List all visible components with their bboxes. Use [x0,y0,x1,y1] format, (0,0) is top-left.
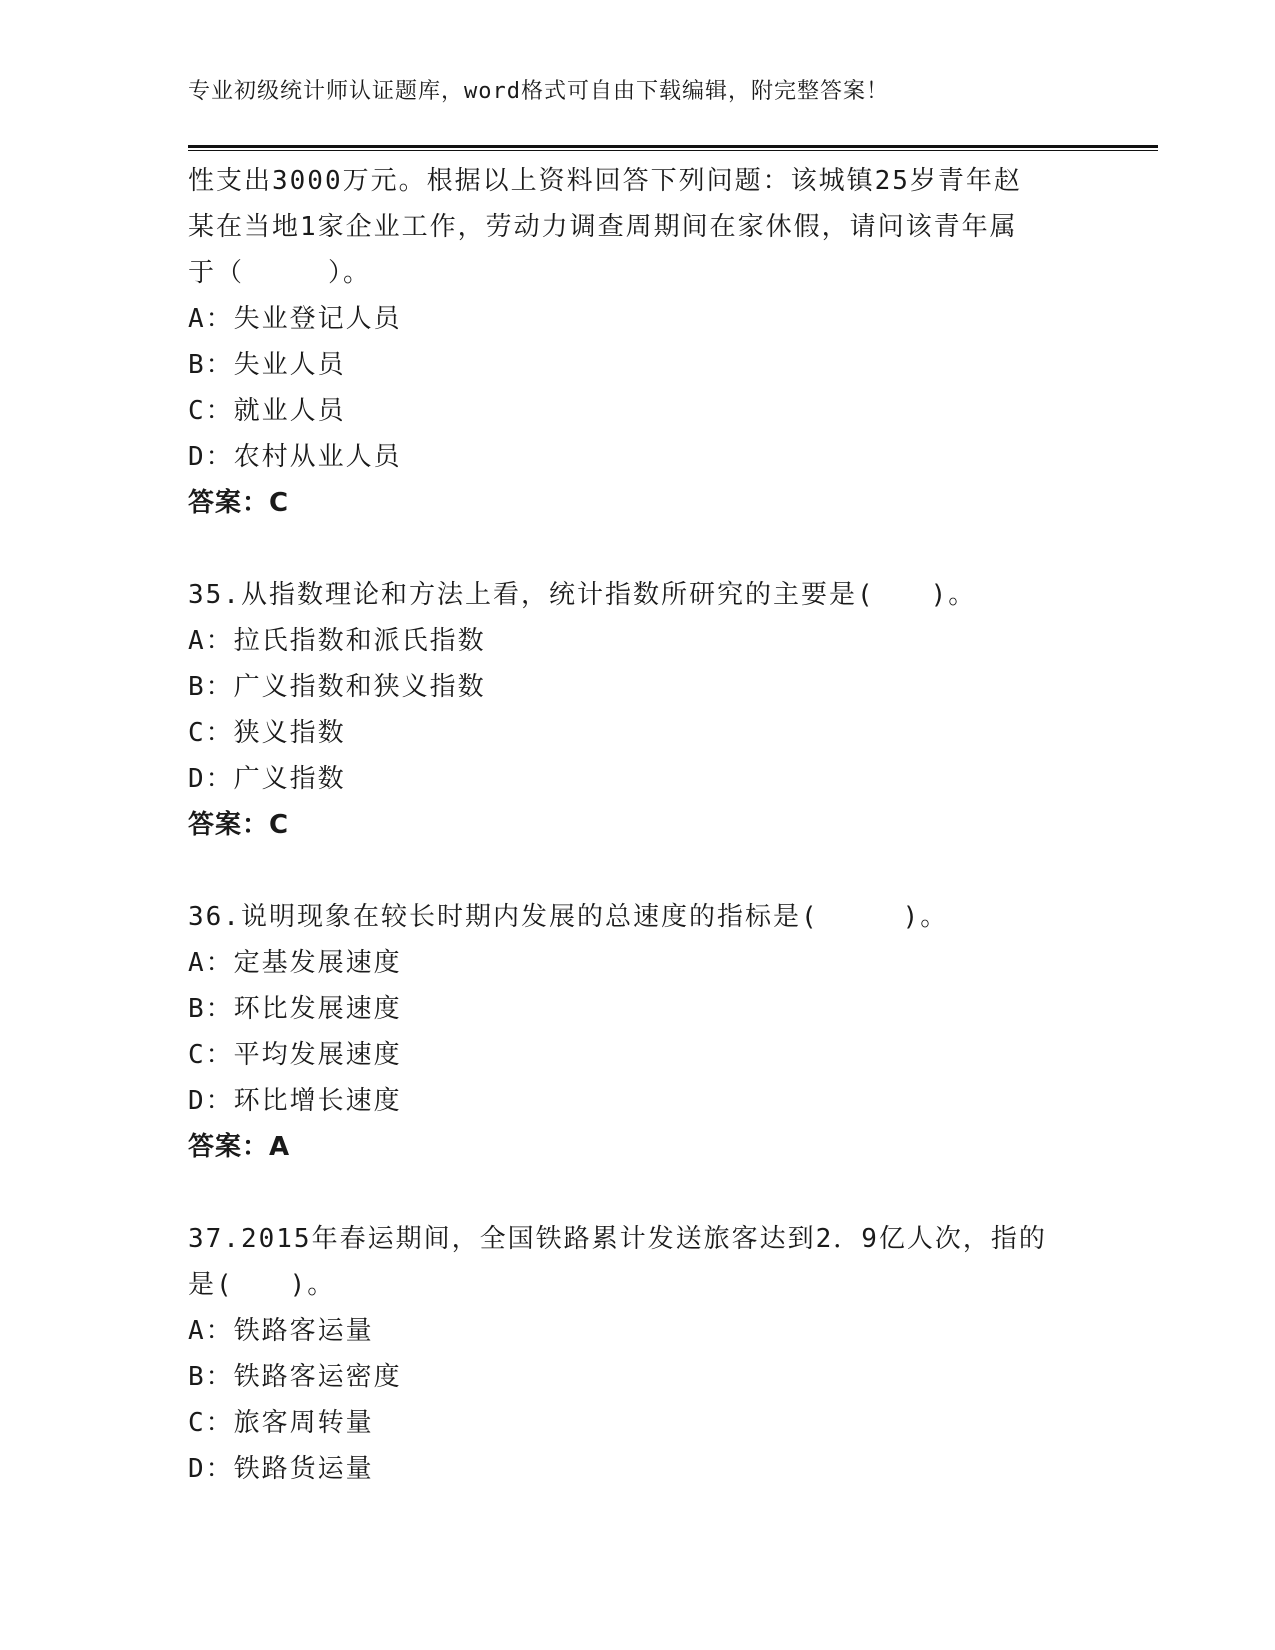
option-c: C：狭义指数 [188,718,346,748]
option-c: C：平均发展速度 [188,1040,402,1070]
option-c: C：就业人员 [188,396,346,426]
spacer [188,1170,1088,1216]
option-a: A：铁路客运量 [188,1316,374,1346]
question-36 [188,894,1088,1170]
option-d: D：农村从业人员 [188,442,402,472]
spacer [188,526,1088,572]
question-stem-line: 36.说明现象在较长时期内发展的总速度的指标是( )。 [188,902,949,932]
answer-label: 答案：C [188,810,290,840]
question-35 [188,572,1088,848]
option-b: B：广义指数和狭义指数 [188,672,486,702]
answer-label: 答案：C [188,488,290,518]
option-d: D：环比增长速度 [188,1086,402,1116]
option-d: D：铁路货运量 [188,1454,374,1484]
option-a: A：失业登记人员 [188,304,402,334]
option-d: D：广义指数 [188,764,346,794]
question-34 [188,158,1088,526]
spacer [188,848,1088,894]
question-stem-line: 于（ ）。 [188,258,372,288]
option-b: B：铁路客运密度 [188,1362,402,1392]
option-c: C：旅客周转量 [188,1408,374,1438]
question-stem-line: 37.2015年春运期间，全国铁路累计发送旅客达到2．9亿人次，指的 [188,1224,1047,1254]
option-a: A：定基发展速度 [188,948,402,978]
question-content [188,158,1088,1492]
answer-label: 答案：A [188,1132,291,1162]
option-a: A：拉氏指数和派氏指数 [188,626,486,656]
question-stem-line: 35.从指数理论和方法上看，统计指数所研究的主要是( )。 [188,580,977,610]
question-stem-line: 某在当地1家企业工作，劳动力调查周期间在家休假，请问该青年属 [188,212,1018,242]
page-header: 专业初级统计师认证题库，word格式可自由下载编辑，附完整答案！ [188,79,889,104]
header-rule-thin [188,150,1158,151]
header-rule-thick [188,145,1158,148]
option-b: B：失业人员 [188,350,346,380]
option-b: B：环比发展速度 [188,994,402,1024]
question-37 [188,1216,1088,1492]
question-stem-line: 是( )。 [188,1270,336,1300]
question-stem-line: 性支出3000万元。根据以上资料回答下列问题：该城镇25岁青年赵 [188,166,1022,196]
